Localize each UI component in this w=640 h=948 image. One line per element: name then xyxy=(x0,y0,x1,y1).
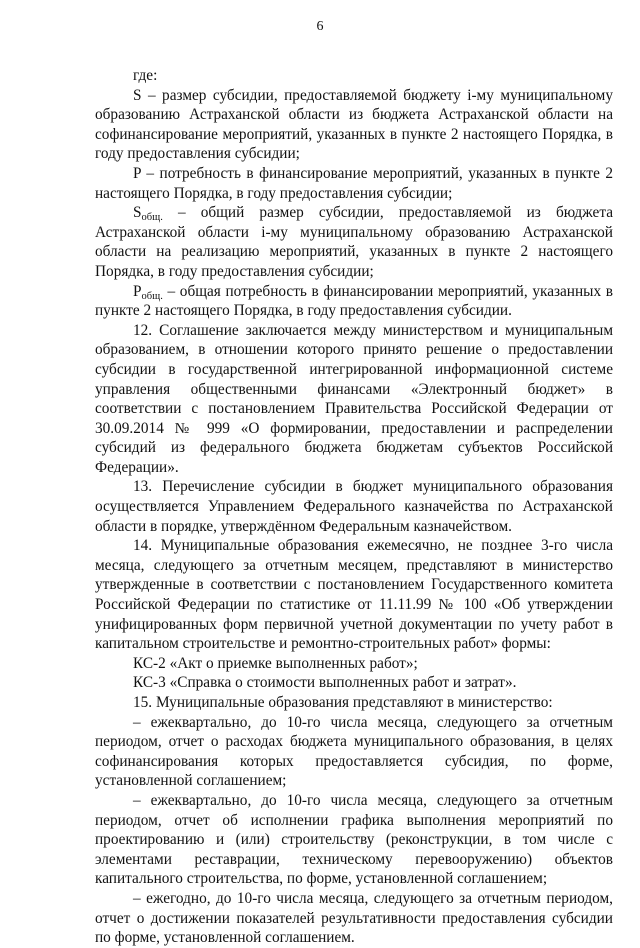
definition-s-total xyxy=(95,203,613,281)
report-item-expenses: – ежеквартально, до 10-го числа месяца, следующего за отчетным периодом, отчет о расходах бюджета муниципального образования, в целях софинансирования которых предоставляется субсидия, по форме, установленной соглашением; xyxy=(95,713,613,790)
formula-symbol: S xyxy=(133,204,142,222)
formula-symbol: P xyxy=(133,282,142,300)
definition-s: S – размер субсидии, предоставляемой бюджету i-му муниципальному образованию Астраханской области из бюджета Астраханской области на софинансирование мероприятий, указанных в пункте 2 настоящего Порядка, в году предоставления субсидии; xyxy=(95,86,613,163)
definition-p-total xyxy=(95,282,613,321)
document-body xyxy=(95,66,613,948)
form-ks3: КС-3 «Справка о стоимости выполненных работ и затрат». xyxy=(133,674,517,692)
report-item-schedule: – ежеквартально, до 10-го числа месяца, следующего за отчетным периодом, отчет об исполнении графика выполнения мероприятий по проектированию и (или) строительству (реконструкции, в том числе с элементами реставрации, техническому перевооружению) объектов капитального строительства, по форме, установленной соглашением; xyxy=(95,791,613,888)
formula-subscript: общ. xyxy=(141,212,163,224)
report-item-indicators: – ежегодно, до 10-го числа месяца, следующего за отчетным периодом, отчет о достижении показателей результативности предоставления субсидии по форме, установленной соглашением. xyxy=(95,889,613,947)
where-label: где: xyxy=(133,67,158,84)
form-ks2: КС-2 «Акт о приемке выполненных работ»; xyxy=(133,654,418,672)
clause-15: 15. Муниципальные образования представляют в министерство: xyxy=(133,694,553,711)
definition-text: – общая потребность в финансировании мероприятий, указанных в пункте 2 настоящего Порядка, в году предоставления субсидии. xyxy=(95,282,613,320)
page-number: 6 xyxy=(316,19,324,34)
formula-subscript: общ. xyxy=(141,290,163,302)
clause-13: 13. Перечисление субсидии в бюджет муниципального образования осуществляется Управлением Федерального казначейства по Астраханской области в порядке, утверждённом Федеральным казначейством. xyxy=(95,478,613,535)
definition-text: – общий размер субсидии, предоставляемой из бюджета Астраханской области i-му муниципальному образованию Астраханской области на реализацию мероприятий, указанных в пункте 2 настоящего Порядка, в году предоставления субсидии; xyxy=(95,204,613,280)
definition-p: P – потребность в финансирование мероприятий, указанных в пункте 2 настоящего Порядка, в году предоставления субсидии; xyxy=(95,164,613,202)
clause-12: 12. Соглашение заключается между министерством и муниципальным образованием, в отношении которого принято решение о предоставлении субсидии в государственной интегрированной информационной системе управления общественными финансами «Электронный бюджет» в соответствии с постановлением Правительства Российской Федерации от 30.09.2014 № 999 «О формировании, предоставлении и распределении субсидий из федерального бюджета бюджетам субъектов Российской Федерации». xyxy=(95,321,613,476)
clause-14: 14. Муниципальные образования ежемесячно, не позднее 3-го числа месяца, следующего за отчетным месяцем, представляют в министерство утвержденные в соответствии с постановлением Государственного комитета Российской Федерации по статистике от 11.11.99 № 100 «Об утверждении унифицированных форм первичной учетной документации по учету работ в капитальном строительстве и ремонтно-строительных работ» формы: xyxy=(95,537,613,653)
